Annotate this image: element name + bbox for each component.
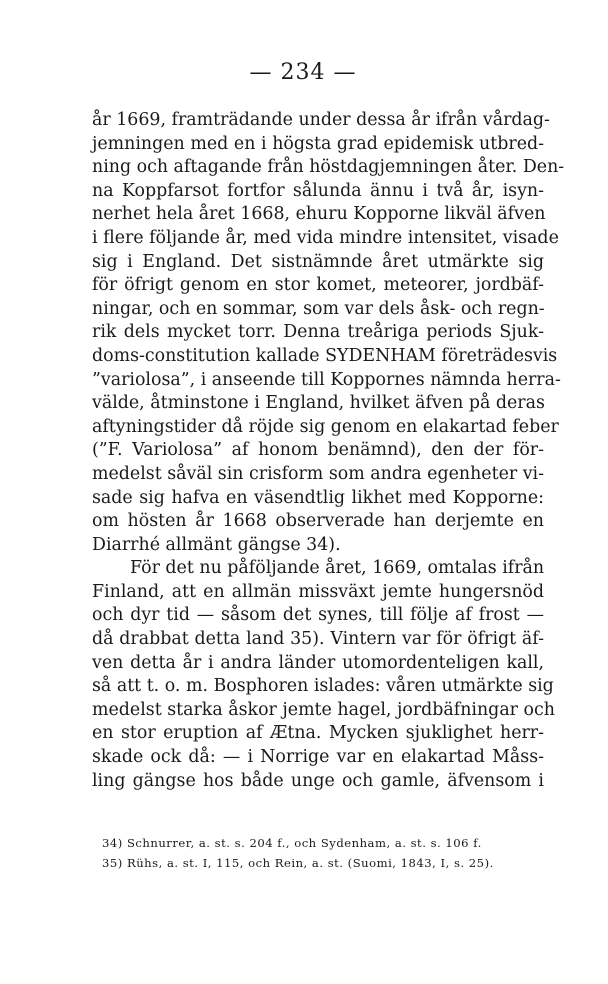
text-line: ningar, och en sommar, som var dels åsk- och regn-: [92, 298, 545, 319]
text-line: en stor eruption af Ætna. Mycken sjuklighet herr-: [92, 723, 544, 744]
paragraph-2: [92, 557, 555, 793]
footnotes: [92, 833, 544, 873]
text-line: För det nu påföljande året, 1669, omtalas ifrån: [130, 558, 545, 579]
page-number: — 234 —: [249, 60, 357, 85]
body-text: [92, 109, 565, 793]
page-content: [92, 60, 565, 873]
text-line: om hösten år 1668 observerade han derjemte en: [92, 511, 544, 532]
text-line: na Koppfarsot fortfor sålunda ännu i två år, isyn-: [92, 180, 544, 201]
text-line: nerhet hela året 1668, ehuru Kopporne likväl äfven: [92, 204, 546, 225]
text-line: rik dels mycket torr. Denna treåriga periods Sjuk-: [92, 322, 544, 343]
text-line: ning och aftagande från höstdagjemningen åter. Den-: [92, 157, 565, 178]
text-line: så att t. o. m. Bosphoren islades: våren utmärkte sig: [92, 676, 554, 697]
text-line: medelst såväl sin crisform som andra egenheter vi-: [92, 463, 544, 484]
text-line: och dyr tid — såsom det synes, till följe af frost —: [92, 605, 544, 626]
text-line: för öfrigt genom en stor komet, meteorer, jordbäf-: [92, 275, 544, 296]
text-line: ven detta år i andra länder utomordenteligen kall,: [92, 652, 544, 673]
text-line: i flere följande år, med vida mindre intensitet, visade: [92, 227, 559, 248]
text-line: då drabbat detta land 35). Vintern var för öfrigt äf-: [92, 629, 544, 650]
text-line: jemningen med en i högsta grad epidemisk utbred-: [92, 133, 544, 154]
text-line: sade sig hafva en väsendtlig likhet med Kopporne:: [92, 487, 544, 508]
text-line: ”variolosa”, i anseende till Koppornes nämnda herra-: [92, 369, 561, 390]
text-line: ling gängse hos både unge och gamle, äfvensom i: [92, 770, 544, 791]
text-line: välde, åtminstone i England, hvilket äfven på deras: [92, 393, 545, 414]
footnote-34: 34) Schnurrer, a. st. s. 204 f., och Sydenham, a. st. s. 106 f.: [102, 836, 482, 851]
text-line: skade ock då: — i Norrige var en elakartad Måss-: [92, 747, 544, 768]
text-line: Diarrhé allmänt gängse 34).: [92, 534, 341, 555]
text-line: aftyningstider då röjde sig genom en elakartad feber: [92, 416, 559, 437]
text-line: år 1669, framträdande under dessa år ifrån vårdag-: [92, 110, 550, 130]
text-line: sig i England. Det sistnämnde året utmärkte sig: [92, 251, 544, 272]
text-line: Finland, att en allmän missväxt jemte hungersnöd: [92, 581, 544, 602]
footnote-35: 35) Rühs, a. st. I, 115, och Rein, a. st. (Suomi, 1843, I, s. 25).: [102, 856, 494, 871]
paragraph-1: [92, 109, 565, 557]
text-line: medelst starka åskor jemte hagel, jordbäfningar och: [92, 699, 555, 720]
text-line: doms-constitution kallade SYDENHAM företrädesvis: [92, 345, 558, 366]
text-line: (”F. Variolosa” af honom benämnd), den der för-: [92, 440, 544, 461]
